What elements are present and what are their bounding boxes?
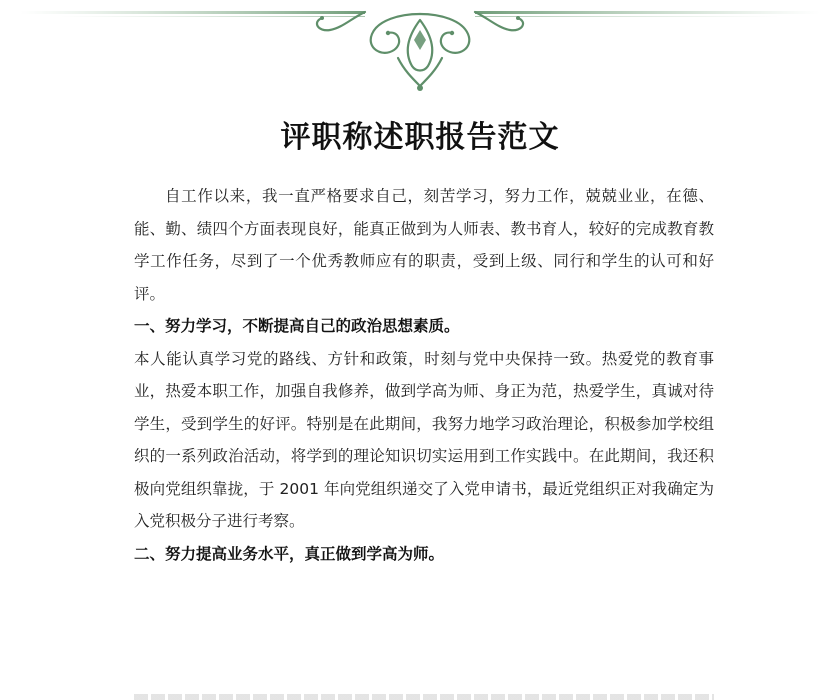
- document-body: [134, 180, 714, 570]
- intro-paragraph: 自工作以来，我一直严格要求自己，刻苦学习，努力工作，兢兢业业，在德、能、勤、绩四个方面表现良好，能真正做到为人师表、教书育人，较好的完成教育教学工作任务，尽到了一个优秀教师应有的职责，受到上级、同行和学生的认可和好评。: [134, 187, 714, 303]
- section-1-paragraph: 本人能认真学习党的路线、方针和政策，时刻与党中央保持一致。热爱党的教育事业，热爱本职工作，加强自我修养，做到学高为师、身正为范，热爱学生，真诚对待学生，受到学生的好评。特别是在此期间，我努力地学习政治理论，积极参加学校组织的一系列政治活动，将学到的理论知识切实运用到工作实践中。在此期间，我还积极向党组织靠拢，于 2001 年向党组织递交了入党申请书，最近党组织正对我确定为入党积极分子进行考察。: [134, 349, 714, 530]
- cut-off-text-line: [134, 686, 714, 700]
- section-heading-1: 一、努力学习，不断提高自己的政治思想素质。: [134, 317, 460, 335]
- document-title: 评职称述职报告范文: [280, 120, 560, 155]
- section-heading-2: 二、努力提高业务水平，真正做到学高为师。: [134, 544, 445, 563]
- header-ornament: [0, 0, 840, 95]
